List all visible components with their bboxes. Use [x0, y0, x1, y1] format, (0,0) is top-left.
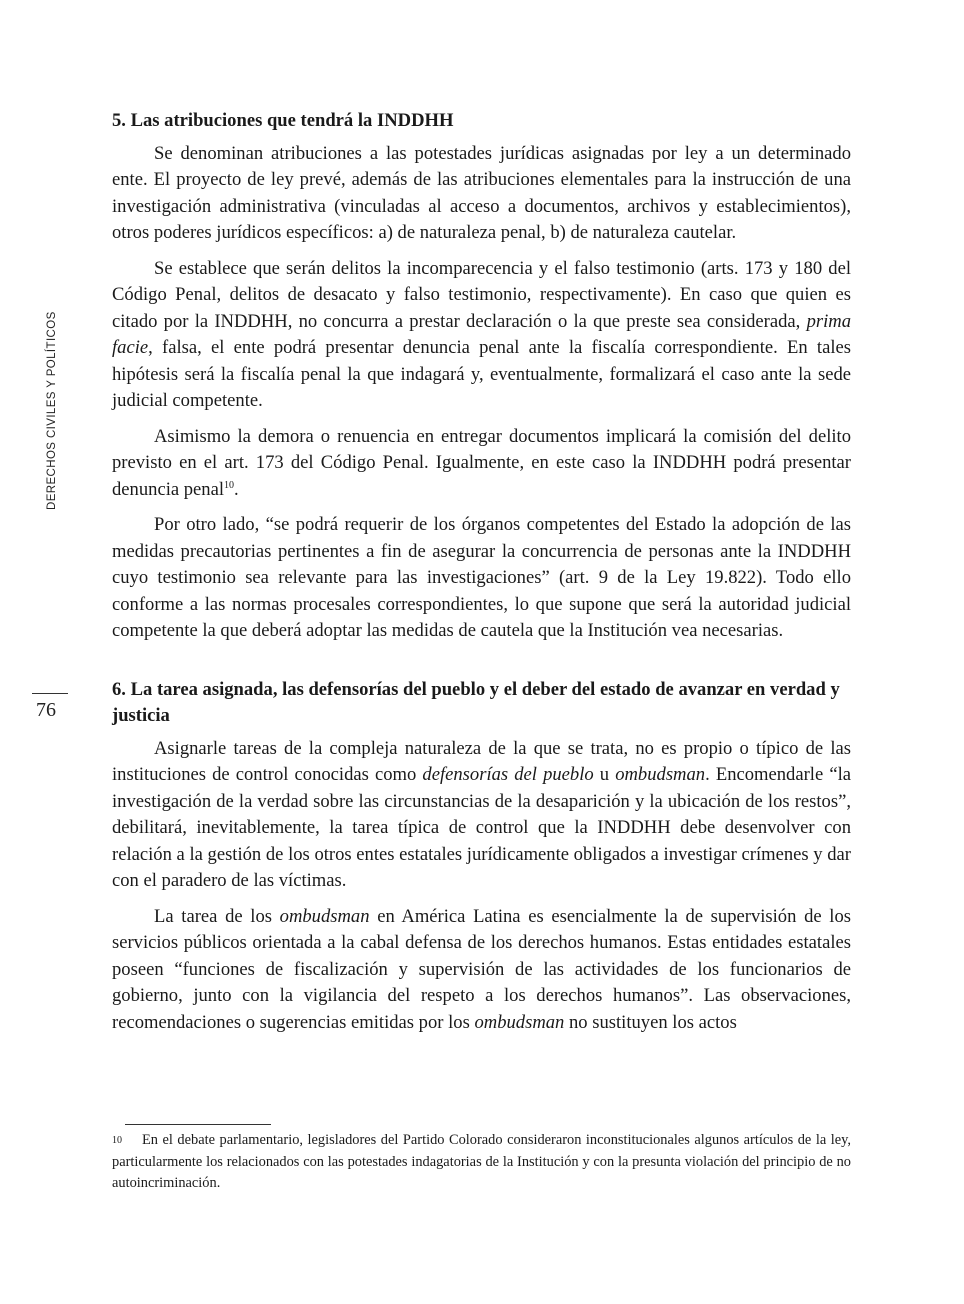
footnote-reference[interactable]: 10	[224, 479, 235, 491]
text-run: Asimismo la demora o renuencia en entregar documentos implicará la comisión del delito previsto en el art. 173 del Código Penal. Igualmente, en este caso la INDDHH podrá presentar denuncia penal	[112, 425, 851, 500]
footnote-number: 10	[112, 1135, 122, 1146]
section-5-paragraph-3	[112, 424, 851, 504]
page-number: 76	[36, 699, 56, 721]
text-run: .	[234, 478, 239, 500]
running-side-label: DERECHOS CIVILES Y POLÍTICOS	[46, 311, 58, 510]
text-run: en América Latina es esencialmente la de supervisión de los servicios públicos orientada a la cabal defensa de los derechos humanos. Estas entidades estatales poseen “funciones de fiscalización y supervisión de las actividades de los funcionarios de gobierno, junto con la vigilancia del respeto a los derechos humanos”. Las observaciones, recomendaciones o sugerencias emitidas por los	[112, 905, 851, 1033]
italic-term: prima facie	[112, 310, 851, 358]
footnote	[112, 1130, 851, 1195]
text-run: , falsa, el ente podrá presentar denuncia penal ante la fiscalía correspondiente. En tales hipótesis será la fiscalía penal la que indagará y, eventualmente, formalizará el caso ante la sede judicial competente.	[112, 337, 851, 411]
section-5-paragraph-4: Por otro lado, “se podrá requerir de los órganos competentes del Estado la adopción de las medidas precautorias pertinentes a fin de asegurar la concurrencia de personas ante la INDDHH cuyo testimonio sea relevante para las investigaciones” (art. 9 de la Ley 19.822). Todo ello conforme a las normas procesales correspondientes, lo que supone que será la autoridad judicial competente la que deberá adoptar las medidas de cautela que la Institución vea necesarias.	[112, 514, 851, 641]
section-5-heading: 5. Las atribuciones que tendrá la INDDHH	[112, 110, 454, 131]
section-6-heading: 6. La tarea asignada, las defensorías del pueblo y el deber del estado de avanzar en verdad y justicia	[112, 678, 840, 726]
italic-term: ombudsman	[474, 1011, 565, 1033]
footnote-separator	[125, 1124, 271, 1125]
text-run: Asignarle tareas de la compleja naturaleza de la que se trata, no es propio o típico de las instituciones de control conocidas como	[112, 737, 851, 785]
section-5-paragraph-1: Se denominan atribuciones a las potestades jurídicas asignadas por ley a un determinado ente. El proyecto de ley prevé, además de las atribuciones elementales para la instrucción de una investigación administrativa (vinculadas al acceso a documentos, archivos y establecimientos), otros poderes jurídicos específicos: a) de naturaleza penal, b) de naturaleza cautelar.	[112, 142, 851, 243]
page-body	[112, 108, 851, 1045]
section-5-paragraph-2	[112, 256, 851, 415]
italic-term: ombudsman	[279, 905, 370, 927]
italic-term: ombudsman	[615, 764, 706, 785]
italic-term: defensorías del pueblo	[422, 764, 594, 785]
footnote-text: En el debate parlamentario, legisladores del Partido Colorado consideraron inconstitucionales algunos artículos de la ley, particularmente los relacionados con las potestades indagatorias de la Institución y con la presunta violación del principio de no autoincriminación.	[112, 1132, 851, 1191]
text-run: no sustituyen los actos	[564, 1011, 737, 1033]
section-6-paragraph-1	[112, 736, 851, 895]
text-run: . Encomendarle “la investigación de la verdad sobre las circunstancias de la desaparición y la ubicación de los restos”, debilitará, inevitablemente, la tarea típica de control que la INDDHH debe desenvolver con relación a la gestión de los otros entes estatales jurídicamente obligados a investigar crímenes y dar con el paradero de las víctimas.	[112, 764, 851, 891]
section-6-paragraph-2	[112, 904, 851, 1037]
text-run: u	[593, 764, 616, 785]
text-run: La tarea de los	[154, 905, 280, 927]
page-number-rule	[32, 693, 68, 694]
text-run: Se establece que serán delitos la incomparecencia y el falso testimonio (arts. 173 y 180 del Código Penal, delitos de desacato y falso testimonio, respectivamente). En caso que quien es citado por la INDDHH, no concurra a prestar declaración o la que preste sea considerada,	[112, 257, 851, 332]
